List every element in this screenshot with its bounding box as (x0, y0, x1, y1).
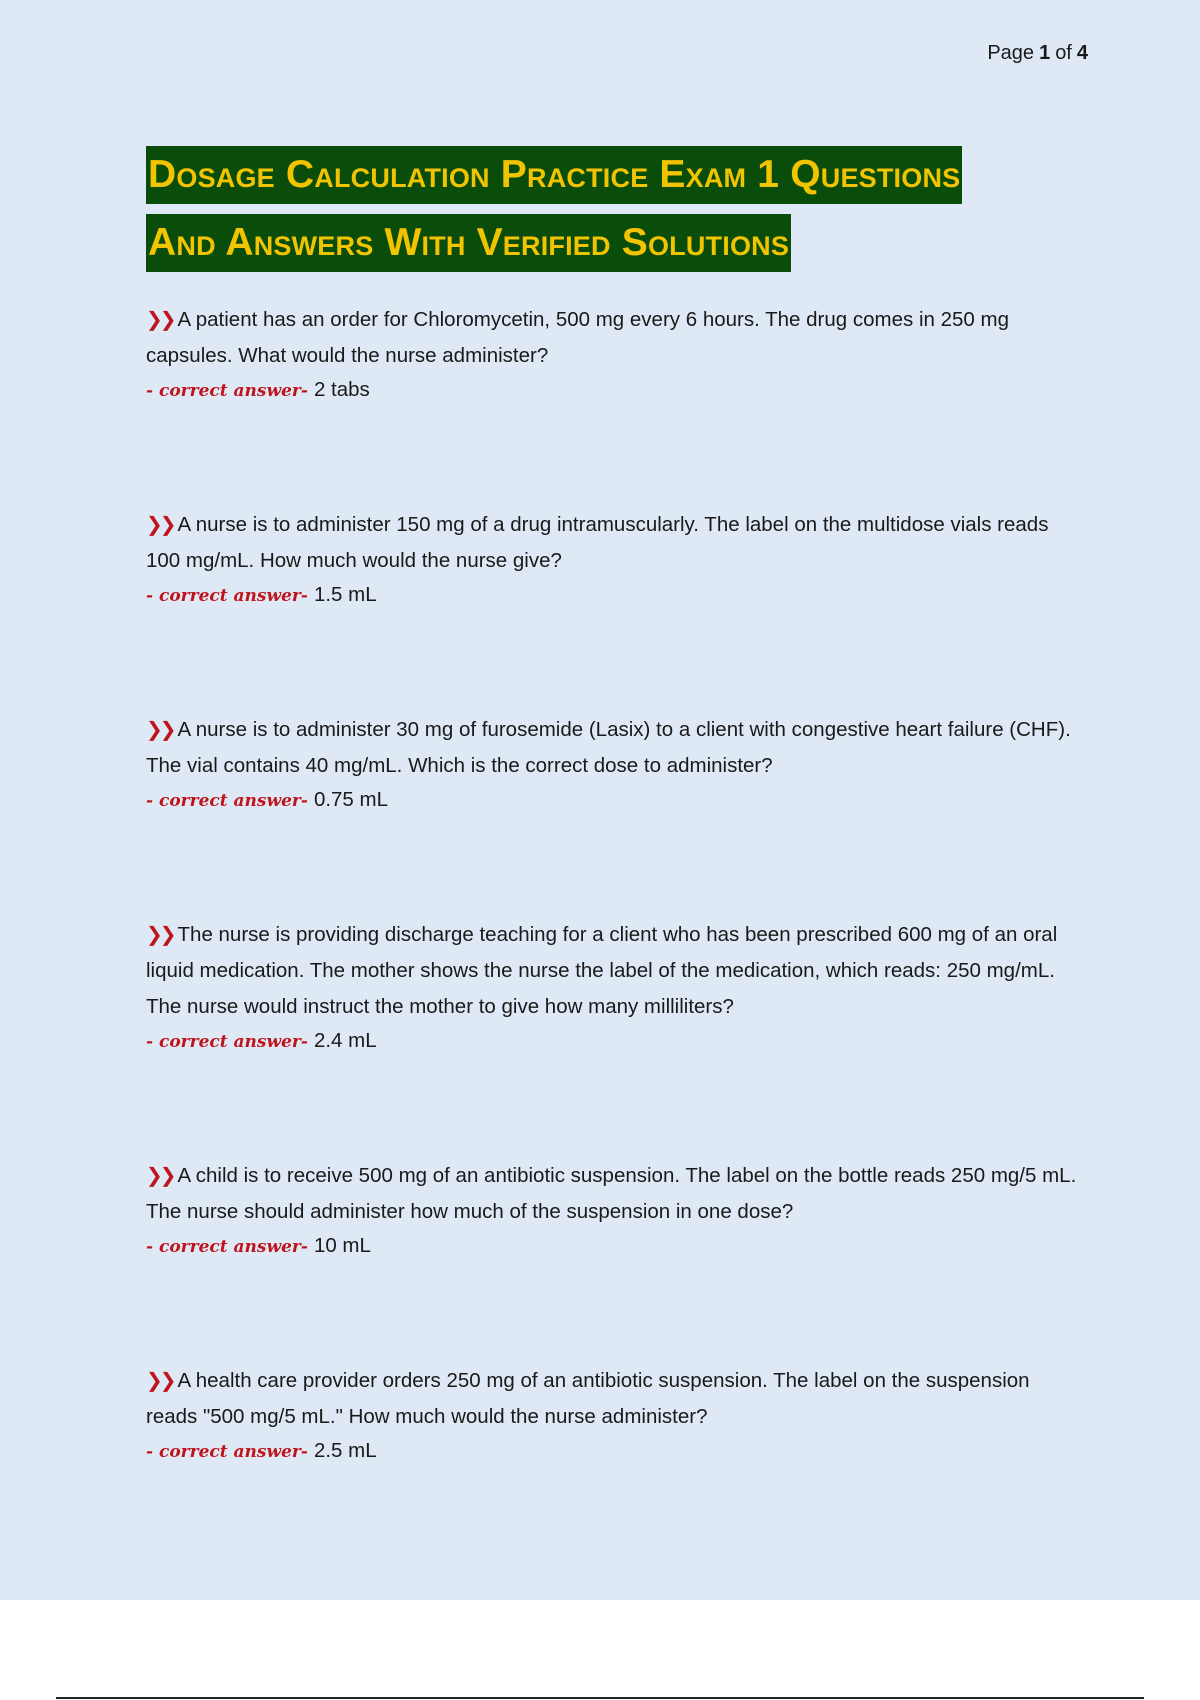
question-text-block (146, 507, 1086, 579)
question-text: A child is to receive 500 mg of an antibiotic suspension. The label on the bottle reads 250 mg/5 mL. The nurse should administer how much of the suspension in one dose? (146, 1164, 1077, 1223)
qa-item (146, 712, 1086, 817)
page-indicator (987, 42, 1088, 65)
answer-line (146, 374, 1086, 407)
double-arrow-icon: ❯❯ (146, 924, 174, 946)
double-arrow-icon: ❯❯ (146, 309, 174, 331)
question-text: The nurse is providing discharge teaching for a client who has been prescribed 600 mg of an oral liquid medication. The mother shows the nurse the label of the medication, which reads: 250 mg/mL. The nurse would instruct the mother to give how many milliliters? (146, 923, 1058, 1018)
page-prefix: Page (987, 42, 1035, 64)
qa-item (146, 1363, 1086, 1468)
double-arrow-icon: ❯❯ (146, 1165, 174, 1187)
question-text-block (146, 712, 1086, 784)
qa-item (146, 1158, 1086, 1263)
question-list (146, 302, 1086, 1468)
double-arrow-icon: ❯❯ (146, 719, 174, 741)
answer-label: - correct answer- (146, 1237, 308, 1257)
answer-value: 10 mL (313, 1234, 371, 1257)
page-current: 1 (1039, 42, 1051, 64)
page-separator: of (1055, 42, 1072, 64)
answer-label: - correct answer- (146, 586, 308, 606)
qa-item (146, 507, 1086, 612)
question-text-block (146, 917, 1086, 1025)
title-line-2: And Answers With Verified Solutions (146, 214, 791, 272)
question-text-block (146, 302, 1086, 374)
answer-line (146, 1230, 1086, 1263)
document-title (146, 146, 1076, 272)
question-text: A nurse is to administer 150 mg of a drug intramuscularly. The label on the multidose vials reads 100 mg/mL. How much would the nurse give? (146, 513, 1049, 572)
question-text: A patient has an order for Chloromycetin, 500 mg every 6 hours. The drug comes in 250 mg capsules. What would the nurse administer? (146, 308, 1009, 367)
answer-line (146, 1435, 1086, 1468)
answer-label: - correct answer- (146, 1442, 308, 1462)
answer-line (146, 579, 1086, 612)
question-text-block (146, 1158, 1086, 1230)
answer-value: 2.5 mL (313, 1439, 377, 1462)
page-total: 4 (1076, 42, 1088, 64)
question-text: A nurse is to administer 30 mg of furosemide (Lasix) to a client with congestive heart failure (CHF). The vial contains 40 mg/mL. Which is the correct dose to administer? (146, 718, 1071, 777)
qa-item (146, 917, 1086, 1058)
double-arrow-icon: ❯❯ (146, 1370, 174, 1392)
answer-label: - correct answer- (146, 1032, 308, 1052)
double-arrow-icon: ❯❯ (146, 514, 174, 536)
answer-value: 0.75 mL (313, 788, 389, 811)
answer-label: - correct answer- (146, 381, 308, 401)
question-text: A health care provider orders 250 mg of an antibiotic suspension. The label on the suspension reads "500 mg/5 mL." How much would the nurse administer? (146, 1369, 1030, 1428)
title-line-1: Dosage Calculation Practice Exam 1 Questions (146, 146, 962, 204)
answer-line (146, 784, 1086, 817)
answer-value: 2.4 mL (313, 1029, 377, 1052)
answer-value: 1.5 mL (313, 583, 377, 606)
answer-line (146, 1025, 1086, 1058)
question-text-block (146, 1363, 1086, 1435)
answer-value: 2 tabs (313, 378, 370, 401)
answer-label: - correct answer- (146, 791, 308, 811)
footer-divider (56, 1697, 1144, 1699)
qa-item (146, 302, 1086, 407)
